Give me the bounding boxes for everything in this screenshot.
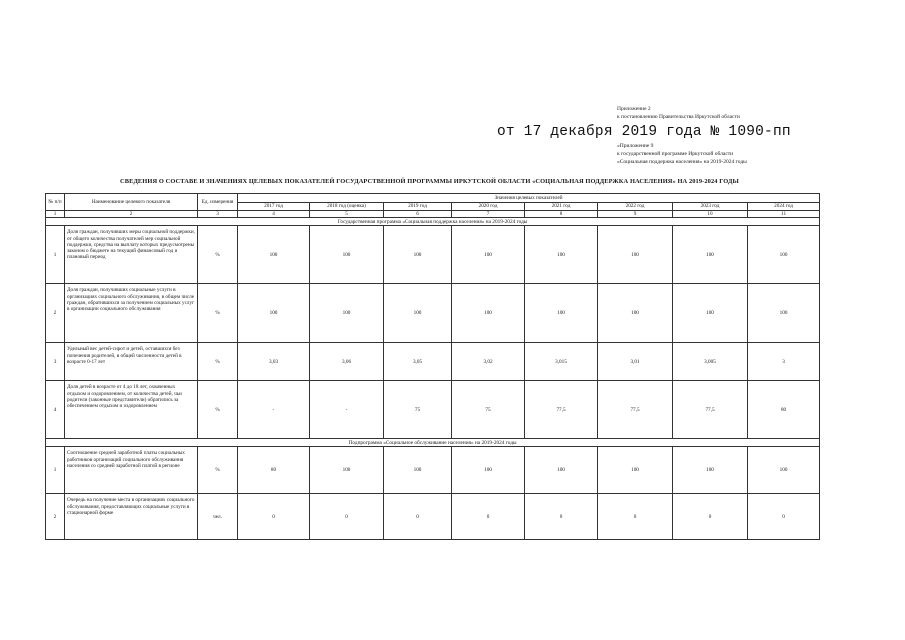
indicator-unit: чел. xyxy=(198,494,238,540)
table-row xyxy=(46,447,820,494)
indicator-value: 3,005 xyxy=(673,343,748,381)
indicator-value: 0 xyxy=(238,494,310,540)
indicator-unit: % xyxy=(198,226,238,284)
col-values-header: Значения целевых показателей xyxy=(238,194,820,203)
appendix-label: Приложение 2 xyxy=(617,106,651,112)
table-row xyxy=(46,381,820,439)
document-title: СВЕДЕНИЯ О СОСТАВЕ И ЗНАЧЕНИЯХ ЦЕЛЕВЫХ ПОКАЗАТЕЛЕЙ ГОСУДАРСТВЕННОЙ ПРОГРАММЫ ИРКУТСКОЙ ОБЛАСТИ «СОЦИАЛЬНАЯ ПОДДЕРЖКА НАСЕЛЕНИЯ» НА 2019-2024 ГОДЫ xyxy=(120,178,739,185)
col-unit-header: Ед. измерения xyxy=(198,194,238,211)
indicator-name: Очередь на получение места в организациях социального обслуживания, предоставляющих социальные услуги в стационарной форме xyxy=(65,494,198,540)
column-number: 1 xyxy=(46,211,65,218)
indicator-name: Доля граждан, получивших меры социальной поддержки, от общего количества получателей мер социальной поддержки, средства на выплату которых предусмотрены законом о бюджете на текущий финансовый год и плановый период xyxy=(65,226,198,284)
table-row xyxy=(46,343,820,381)
indicator-value: 75 xyxy=(452,381,525,439)
indicator-value: 80 xyxy=(748,381,820,439)
section-title: Подпрограмма «Социальное обслуживание населения» на 2019-2024 годы xyxy=(46,439,820,447)
column-number: 5 xyxy=(310,211,384,218)
indicator-value: 3,02 xyxy=(452,343,525,381)
indicator-value: 100 xyxy=(310,447,384,494)
indicator-unit: % xyxy=(198,284,238,343)
indicator-name: Соотношение средней заработной платы социальных работников организаций социального обслуживания населения со средней заработной платой в регионе xyxy=(65,447,198,494)
indicator-value: - xyxy=(238,381,310,439)
indicator-value: 100 xyxy=(238,226,310,284)
indicator-value: 0 xyxy=(310,494,384,540)
indicator-name: Удельный вес детей-сирот и детей, оставшихся без попечения родителей, в общей численности детей в возрасте 0-17 лет xyxy=(65,343,198,381)
year-header: 2019 год xyxy=(384,203,452,211)
appendix9-program-name: «Социальная поддержка населения» на 2019-2024 годы xyxy=(617,159,747,165)
table-row xyxy=(46,494,820,540)
indicator-value: - xyxy=(310,381,384,439)
indicator-value: 100 xyxy=(310,226,384,284)
appendix-decree-ref: к постановлению Правительства Иркутской области xyxy=(617,114,740,120)
indicator-value: 100 xyxy=(673,226,748,284)
indicator-value: 100 xyxy=(310,284,384,343)
column-number: 4 xyxy=(238,211,310,218)
column-number: 6 xyxy=(384,211,452,218)
row-number: 2 xyxy=(46,284,65,343)
column-number: 10 xyxy=(673,211,748,218)
indicator-value: 100 xyxy=(238,284,310,343)
indicator-value: 3 xyxy=(748,343,820,381)
indicator-value: 100 xyxy=(748,447,820,494)
section-row xyxy=(46,439,820,447)
indicator-value: 0 xyxy=(673,494,748,540)
year-header: 2024 год xyxy=(748,203,820,211)
indicator-value: 100 xyxy=(452,226,525,284)
indicator-value: 100 xyxy=(673,447,748,494)
year-header: 2018 год (оценка) xyxy=(310,203,384,211)
appendix9-label: «Приложение 9 xyxy=(617,143,654,149)
row-number: 1 xyxy=(46,447,65,494)
column-number: 2 xyxy=(65,211,198,218)
indicator-value: 3,03 xyxy=(238,343,310,381)
indicator-value: 100 xyxy=(598,226,673,284)
indicator-name: Доля детей в возрасте от 4 до 18 лет, охваченных отдыхом и оздоровлением, от количества детей, чьи родители (законные представители) обратились за обеспечением отдыхом и оздоровлением xyxy=(65,381,198,439)
indicator-value: 0 xyxy=(525,494,598,540)
indicator-value: 100 xyxy=(384,284,452,343)
year-header: 2017 год xyxy=(238,203,310,211)
indicators-table xyxy=(45,193,820,540)
indicator-name: Доля граждан, получивших социальные услуги в организациях социального обслуживания, в общем числе граждан, обратившихся за получением социальных услуг в организации социального обслуживания xyxy=(65,284,198,343)
row-number: 4 xyxy=(46,381,65,439)
header-row-1 xyxy=(46,194,820,203)
indicator-value: 100 xyxy=(525,447,598,494)
indicator-value: 77,5 xyxy=(598,381,673,439)
column-number: 7 xyxy=(452,211,525,218)
col-name-header: Наименование целевого показателя xyxy=(65,194,198,211)
indicator-value: 100 xyxy=(525,226,598,284)
year-header: 2022 год xyxy=(598,203,673,211)
column-numbers-row xyxy=(46,211,820,218)
column-number: 8 xyxy=(525,211,598,218)
year-header: 2020 год xyxy=(452,203,525,211)
year-header: 2021 год xyxy=(525,203,598,211)
indicator-value: 3,01 xyxy=(598,343,673,381)
section-title: Государственная программа «Социальная поддержка населения» на 2019-2024 годы xyxy=(46,218,820,226)
column-number: 3 xyxy=(198,211,238,218)
section-row xyxy=(46,218,820,226)
indicator-value: 100 xyxy=(598,284,673,343)
table-row xyxy=(46,226,820,284)
indicator-value: 3,06 xyxy=(310,343,384,381)
indicator-value: 77,5 xyxy=(525,381,598,439)
year-header: 2023 год xyxy=(673,203,748,211)
indicator-value: 100 xyxy=(748,284,820,343)
indicator-value: 100 xyxy=(452,284,525,343)
indicator-value: 3,05 xyxy=(384,343,452,381)
indicator-value: 100 xyxy=(525,284,598,343)
indicator-value: 80 xyxy=(238,447,310,494)
indicator-value: 0 xyxy=(748,494,820,540)
row-number: 1 xyxy=(46,226,65,284)
table-row xyxy=(46,284,820,343)
indicator-value: 100 xyxy=(673,284,748,343)
column-number: 9 xyxy=(598,211,673,218)
indicator-value: 100 xyxy=(598,447,673,494)
indicator-value: 3,015 xyxy=(525,343,598,381)
indicator-unit: % xyxy=(198,447,238,494)
indicator-unit: % xyxy=(198,343,238,381)
indicator-value: 77,5 xyxy=(673,381,748,439)
row-number: 3 xyxy=(46,343,65,381)
indicator-value: 100 xyxy=(384,447,452,494)
col-num-header: № п/п xyxy=(46,194,65,211)
indicator-value: 100 xyxy=(384,226,452,284)
indicator-value: 0 xyxy=(384,494,452,540)
indicator-value: 100 xyxy=(748,226,820,284)
row-number: 2 xyxy=(46,494,65,540)
indicator-value: 0 xyxy=(452,494,525,540)
indicator-unit: % xyxy=(198,381,238,439)
indicator-value: 100 xyxy=(452,447,525,494)
column-number: 11 xyxy=(748,211,820,218)
indicator-value: 75 xyxy=(384,381,452,439)
appendix9-program-ref: к государственной программе Иркутской области xyxy=(617,151,734,157)
indicator-value: 0 xyxy=(598,494,673,540)
decree-date-number: от 17 декабря 2019 года № 1090-пп xyxy=(497,124,791,140)
